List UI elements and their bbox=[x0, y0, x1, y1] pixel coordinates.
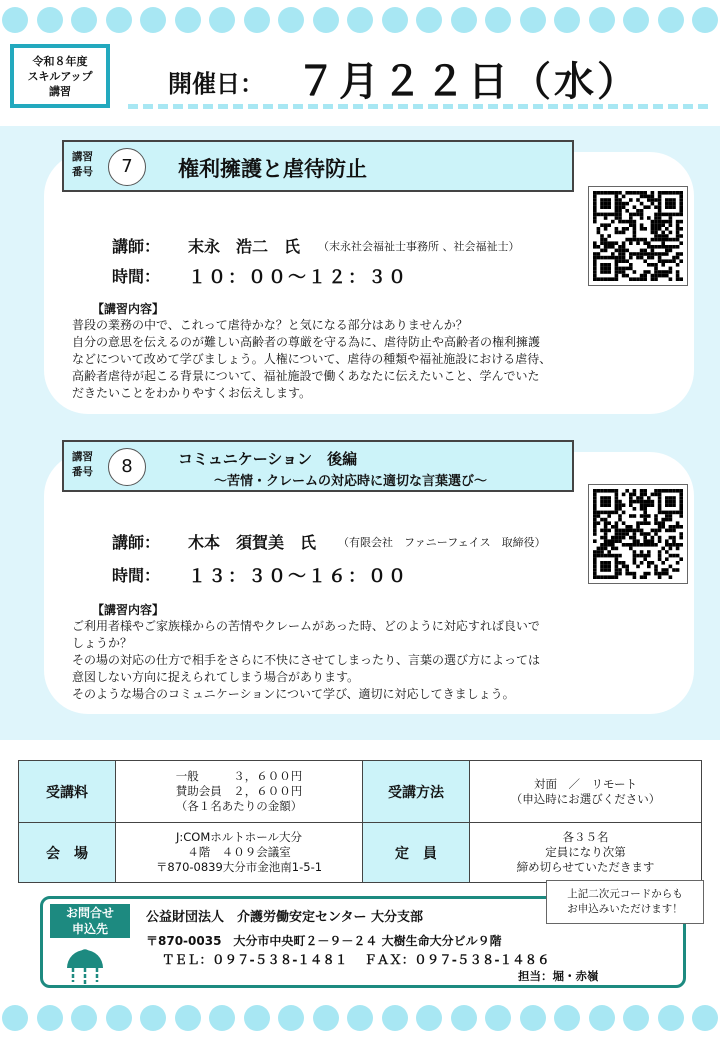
border-dot bbox=[209, 7, 235, 33]
border-dot bbox=[382, 1005, 408, 1031]
event-date: ７月２２日（水） bbox=[296, 59, 640, 105]
instructor-affiliation: （有限会社 ファニーフェイス 取締役） bbox=[338, 536, 546, 549]
description-line: 普段の業務の中で、これって虐待かな？と気になる部分はありませんか？ bbox=[72, 318, 468, 332]
fee-line: （各１名あたりの金額） bbox=[175, 799, 303, 813]
border-dot bbox=[37, 7, 63, 33]
session-number: 8 bbox=[108, 448, 146, 486]
fee-value bbox=[116, 761, 363, 823]
fee-line: 一般 ３，６００円 bbox=[175, 769, 303, 783]
border-dot bbox=[692, 7, 718, 33]
capacity-line: 各３５名 bbox=[562, 830, 609, 844]
border-dot bbox=[589, 1005, 615, 1031]
fee-label: 受講料 bbox=[19, 761, 116, 823]
description-line: だきたいことをわかりやすくお伝えします。 bbox=[72, 386, 312, 400]
capacity-value bbox=[470, 823, 702, 883]
border-dot bbox=[106, 1005, 132, 1031]
capacity-label: 定 員 bbox=[363, 823, 470, 883]
qr-note-line: お申込みいただけます！ bbox=[567, 903, 683, 915]
instructor-affiliation: （末永社会福祉士事務所 、社会福祉士） bbox=[318, 240, 520, 253]
border-dot bbox=[71, 7, 97, 33]
number-label-line: 番号 bbox=[72, 166, 93, 178]
description-line: 自分の意思を伝えるのが難しい高齢者の尊厳を守る為に、虐待防止や高齢者の権利擁護 bbox=[72, 335, 541, 349]
border-dot bbox=[37, 1005, 63, 1031]
capacity-line: 定員になり次第 bbox=[545, 845, 626, 859]
description-line: そのような場合のコミュニケーションについて学び、適切に対応してきましょう。 bbox=[72, 687, 515, 701]
date-label: 開催日： bbox=[168, 70, 264, 98]
top-dot-border bbox=[0, 6, 720, 34]
border-dot bbox=[520, 1005, 546, 1031]
qr-code-icon[interactable] bbox=[588, 186, 688, 286]
border-dot bbox=[2, 7, 28, 33]
qr-code-graphic bbox=[589, 485, 687, 583]
badge-line: 令和８年度 bbox=[32, 55, 88, 68]
border-dot bbox=[106, 7, 132, 33]
number-label-line: 講習 bbox=[72, 451, 93, 463]
border-dot bbox=[244, 7, 270, 33]
contact-badge bbox=[50, 904, 130, 938]
session-number-label bbox=[72, 150, 93, 180]
border-dot bbox=[278, 1005, 304, 1031]
border-dot bbox=[589, 7, 615, 33]
number-label-line: 番号 bbox=[72, 466, 93, 478]
venue-line: ４階 ４０９会議室 bbox=[187, 845, 291, 859]
border-dot bbox=[451, 7, 477, 33]
border-dot bbox=[416, 7, 442, 33]
session-subtitle: ～苦情・クレームの対応時に適切な言葉選び～ bbox=[214, 474, 488, 489]
session-time: １０：００～１２：３０ bbox=[188, 267, 408, 288]
border-dot bbox=[347, 1005, 373, 1031]
session-number: 7 bbox=[108, 148, 146, 186]
description-line: などについて改めて学びましょう。人権について、虐待の種類や福祉施設における虐待、 bbox=[72, 352, 552, 366]
border-dot bbox=[451, 1005, 477, 1031]
border-dot bbox=[71, 1005, 97, 1031]
time-label: 時間： bbox=[112, 267, 161, 286]
session-header-8 bbox=[62, 440, 574, 492]
venue-line: J:COMホルトホール大分 bbox=[175, 830, 303, 844]
description-line: 高齢者虐待が起こる背景について、福祉施設で働くあなたに伝えたいこと、学んでいた bbox=[72, 369, 540, 383]
venue-line: 〒870-0839大分市金池南1-5-1 bbox=[155, 860, 323, 874]
border-dot bbox=[520, 7, 546, 33]
contact-badge-line: お問合せ bbox=[65, 906, 114, 920]
border-dot bbox=[658, 1005, 684, 1031]
description-line: 意図しない方向に捉えられてしまう場合があります。 bbox=[72, 670, 360, 684]
description-line: ご利用者様やご家族様からの苦情やクレームがあった時、どのように対応すれば良いで bbox=[72, 619, 540, 633]
border-dot bbox=[554, 1005, 580, 1031]
capacity-line: 締め切らせていただきます bbox=[516, 860, 655, 874]
fee-line: 賛助会員 ２，６００円 bbox=[175, 784, 303, 798]
border-dot bbox=[313, 1005, 339, 1031]
session-time: １３：３０～１６：００ bbox=[188, 566, 408, 587]
border-dot bbox=[244, 1005, 270, 1031]
badge-line: 講習 bbox=[49, 85, 71, 98]
qr-code-graphic bbox=[589, 187, 687, 285]
session-number-label bbox=[72, 450, 93, 480]
qr-note bbox=[546, 880, 704, 924]
method-label: 受講方法 bbox=[363, 761, 470, 823]
session-title: 権利擁護と虐待防止 bbox=[178, 157, 367, 181]
course-type-badge bbox=[10, 44, 110, 108]
instructor-label: 講師： bbox=[112, 237, 161, 256]
method-line: 対面 ／ リモート bbox=[533, 776, 638, 791]
description-line: しょうか？ bbox=[72, 636, 133, 650]
date-underline bbox=[128, 104, 708, 109]
border-dot bbox=[623, 7, 649, 33]
qr-note-line: 上記二次元コードからも bbox=[567, 888, 683, 900]
session-header-7 bbox=[62, 140, 574, 192]
contact-phone-fax: ＴＥＬ：０９７-５３８-１４８１ ＦＡＸ：０９７-５３８-１４８６ bbox=[162, 952, 550, 967]
contact-staff: 担当：堀・赤嶺 bbox=[518, 969, 599, 983]
session-description bbox=[72, 618, 672, 703]
instructor-label: 講師： bbox=[112, 533, 161, 552]
info-table bbox=[18, 760, 702, 883]
badge-line: スキルアップ bbox=[27, 70, 93, 83]
instructor-name: 末永 浩二 氏 bbox=[188, 237, 301, 256]
border-dot bbox=[140, 1005, 166, 1031]
border-dot bbox=[347, 7, 373, 33]
method-line: （申込時にお選びください） bbox=[510, 791, 661, 806]
border-dot bbox=[175, 7, 201, 33]
content-heading: 【講習内容】 bbox=[92, 603, 165, 617]
instructor-name: 木本 須賀美 氏 bbox=[188, 533, 317, 552]
border-dot bbox=[485, 1005, 511, 1031]
bottom-dot-border bbox=[0, 1004, 720, 1032]
border-dot bbox=[140, 7, 166, 33]
number-label-line: 講習 bbox=[72, 151, 93, 163]
border-dot bbox=[416, 1005, 442, 1031]
org-logo-icon bbox=[64, 944, 106, 986]
contact-address: 〒870-0035 大分市中央町２－９－２４ 大樹生命大分ビル９階 bbox=[146, 934, 502, 948]
session-description bbox=[72, 317, 672, 402]
contact-badge-line: 申込先 bbox=[71, 922, 108, 936]
border-dot bbox=[658, 7, 684, 33]
border-dot bbox=[382, 7, 408, 33]
border-dot bbox=[278, 7, 304, 33]
description-line: その場の対応の仕方で相手をさらに不快にさせてしまったり、言葉の選び方によっては bbox=[72, 653, 541, 667]
border-dot bbox=[623, 1005, 649, 1031]
border-dot bbox=[175, 1005, 201, 1031]
contact-organization: 公益財団法人 介護労働安定センター 大分支部 bbox=[146, 910, 424, 925]
border-dot bbox=[209, 1005, 235, 1031]
border-dot bbox=[554, 7, 580, 33]
border-dot bbox=[313, 7, 339, 33]
venue-value bbox=[116, 823, 363, 883]
venue-label: 会 場 bbox=[19, 823, 116, 883]
method-value bbox=[470, 761, 702, 823]
time-label: 時間： bbox=[112, 566, 161, 585]
border-dot bbox=[485, 7, 511, 33]
qr-code-icon[interactable] bbox=[588, 484, 688, 584]
border-dot bbox=[2, 1005, 28, 1031]
border-dot bbox=[692, 1005, 718, 1031]
content-heading: 【講習内容】 bbox=[92, 302, 165, 316]
session-title: コミュニケーション 後編 bbox=[178, 450, 358, 468]
